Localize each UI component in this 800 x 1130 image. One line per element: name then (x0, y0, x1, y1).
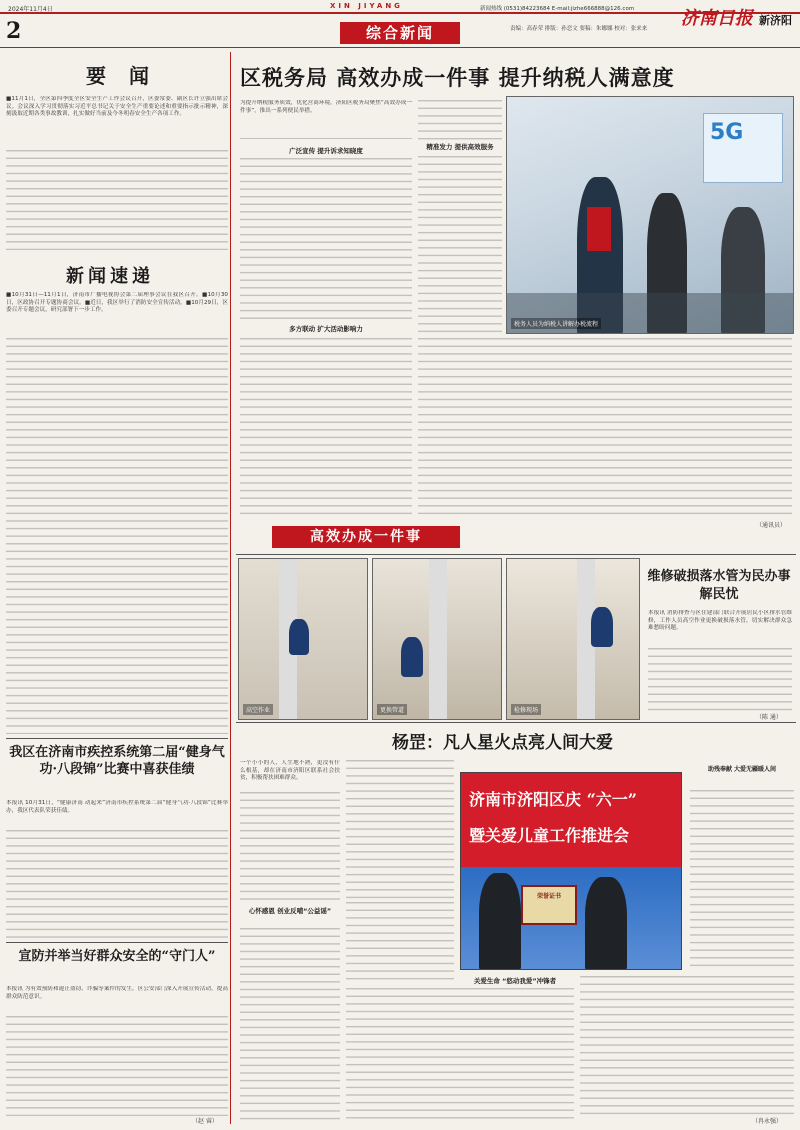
left-column (6, 52, 228, 1124)
worker-figure (591, 607, 613, 647)
repair-photo-3 (506, 558, 640, 720)
banner-line-1: 济南市济阳区庆 “六一” (469, 790, 637, 809)
yang-lines (240, 928, 340, 1124)
children-day-photo (460, 772, 682, 970)
yang-right-subhead: 助残奉献 大爱无疆暖人间 (707, 766, 777, 773)
taiji-text: 本报讯 10月31日，“健康济南 动起来”济南市疾控系统第二届“健身气功·八段锦”比赛举办，我区代表队荣获佳绩。 (6, 800, 228, 814)
yaowen-body-lines (6, 150, 228, 250)
logo-text: 济南日报 (680, 8, 753, 29)
divider (6, 942, 228, 943)
yang-lines (690, 790, 794, 970)
main-lines (240, 158, 412, 322)
brand-pinyin: XIN JIYANG (330, 2, 403, 10)
main-subhead-3: 多方联动 扩大活动影响力 (289, 325, 363, 333)
yang-lines (580, 976, 794, 1116)
repair-headline: 维修破损落水管为民办事解民忧 (647, 569, 791, 602)
masthead-bottom-rule (0, 47, 800, 48)
repair-text: 本报讯 消防排查与区住建部门联合开展居民小区排水管维修，工作人员高空作业更换破损落水管，切实解决群众急难愁盼问题。 (648, 610, 792, 632)
xinwen-body-lines (6, 338, 228, 734)
main-credit: （通讯员） (756, 522, 787, 529)
yang-intro: 一个小小的人，人生地不熟，更没有什么根基，却在济南市济阳区联系社会扶贫，积极帮扶困难群众。 (240, 760, 340, 782)
main-subhead-1: 广泛宣传 提升诉求知晓度 (289, 147, 363, 155)
yaowen-heading: 要 闻 (86, 64, 157, 88)
yang-credit: （冉永强） (752, 1118, 783, 1125)
editors-line: 责编：高春荣 排版：孙恋文 要稿：朱娜娜 校对：张来来 (510, 26, 648, 32)
anquan-credit: （赵 睿） (192, 1118, 218, 1125)
screen-display (703, 113, 783, 183)
logo-sub: 新济阳 (759, 14, 792, 27)
repair-credit: （陈 通） (756, 714, 782, 721)
newspaper-logo (681, 4, 792, 30)
anquan-body-lines (6, 1016, 228, 1116)
divider (6, 738, 228, 739)
main-lines (418, 338, 792, 518)
worker-figure (289, 619, 309, 655)
banner-line-2: 暨关爱儿童工作推进会 (469, 826, 630, 845)
photo-label: 高空作业 (243, 704, 273, 715)
main-lines (240, 138, 412, 142)
repair-lines (648, 648, 792, 712)
photo-caption: 税务人员为纳税人讲解办税流程 (511, 318, 601, 329)
main-lines (418, 156, 502, 336)
column-separator (230, 52, 231, 1124)
drainpipe (429, 559, 447, 720)
yang-lines (346, 760, 454, 900)
honor-plaque: 荣誉证书 (521, 885, 577, 925)
anquan-text: 本报讯 为有效预防和遏止盗窃、诈骗等案件的发生，区公安部门深入开展宣传活动，提高群众防范意识。 (6, 986, 228, 1000)
repair-photo-2 (372, 558, 502, 720)
yang-subhead-1: 心怀感恩 创业反哺“公益谣” (248, 907, 332, 915)
sash (587, 207, 611, 251)
main-intro: 为提升纳税服务质效，优化营商环境，济阳区税务局聚焦“高效办成一件事”，推出一系列便民举措。 (240, 100, 412, 114)
anquan-headline: 宣防并举当好群众安全的“守门人” (18, 949, 216, 964)
main-subhead-2: 精准发力 提供高效服务 (426, 143, 494, 151)
person-right (585, 877, 627, 970)
main-lines (418, 100, 502, 140)
yang-subhead-2: 关爱生命 “悠动我爱”冲锋者 (473, 977, 557, 985)
xinwen-text: ■10月31日—11月1日，济南市广播电视协会第二届理事会议在我区召开。■10月30日，区政协召开专题协商会议。■近日，我区举行了消防安全宣传活动。■10月29日，区委召开专题会议，研究部署下一步工作。 (6, 292, 228, 314)
divider (236, 722, 796, 723)
masthead (0, 0, 800, 48)
yang-lines (346, 988, 574, 1124)
section-title: 综合新闻 (340, 22, 460, 44)
taiji-headline: 我区在济南市疾控系统第二届“健身气功·八段锦”比赛中喜获佳绩 (9, 745, 225, 777)
photo-label: 更换管道 (377, 704, 407, 715)
main-headline: 区税务局 高效办成一件事 提升纳税人满意度 (240, 65, 675, 90)
worker-figure (401, 637, 423, 677)
yang-lines (346, 902, 454, 982)
yang-lines (240, 792, 340, 904)
taiji-body-lines (6, 830, 228, 940)
yaowen-text: ■11月1日，全区第四季度全区安全生产工作会议召开，区委常委、副区长许立强出席会议。会议深入学习贯彻落实习近平总书记关于安全生产重要论述和重要指示批示精神，深刻汲取近期各类事故教训，扎实做好当前及今冬明春安全生产各项工作。 (6, 96, 228, 118)
xinwen-heading: 新闻速递 (66, 266, 154, 287)
photo-label: 检修现场 (511, 704, 541, 715)
yang-headline: 杨罡：凡人星火点亮人间大爱 (392, 733, 613, 753)
tax-banner: 高效办成一件事 (272, 526, 460, 548)
repair-photo-1 (238, 558, 368, 720)
main-lines (240, 338, 412, 518)
person-left (479, 873, 521, 970)
display-5g-icon: 5G (710, 120, 744, 145)
divider (236, 554, 796, 555)
contact-line: 新闻热线 (0531)84223684 E-mail:jizhe666888@126.com (480, 6, 635, 12)
issue-date: 2024年11月4日 (8, 6, 53, 13)
page-number: 2 (6, 18, 22, 44)
tax-office-photo (506, 96, 794, 334)
